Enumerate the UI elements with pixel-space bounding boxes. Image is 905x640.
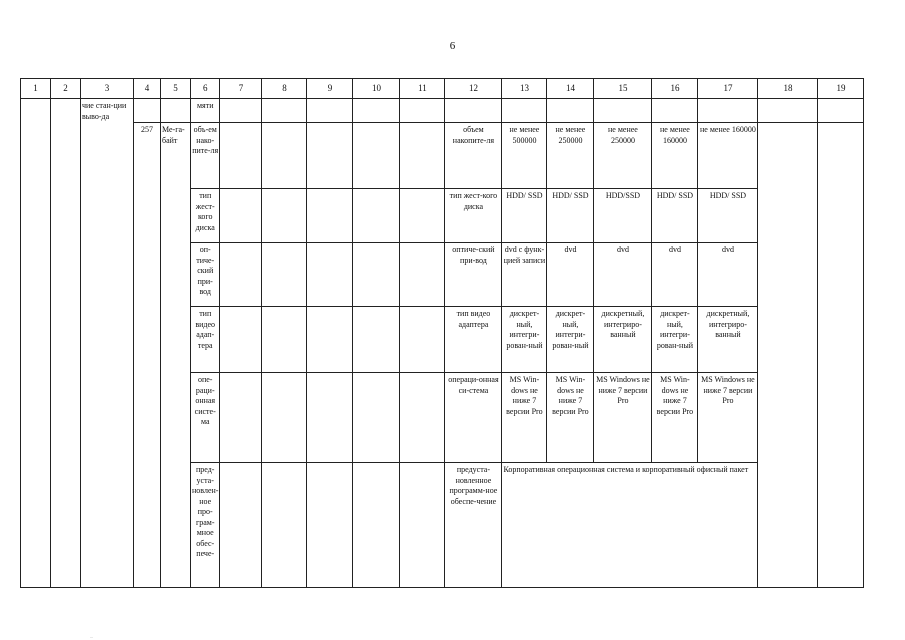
cell bbox=[262, 243, 307, 307]
col-header: 4 bbox=[134, 79, 161, 99]
cell-value: дискретный, интегриро-ванный bbox=[698, 307, 758, 373]
cell-parameter: объ-ем нако-пите-ля bbox=[191, 123, 220, 189]
cell bbox=[652, 99, 698, 123]
cell bbox=[400, 189, 445, 243]
cell bbox=[353, 189, 400, 243]
cell-characteristic: тип жест-кого диска bbox=[445, 189, 502, 243]
cell-parameter: оп-тиче-ский при-вод bbox=[191, 243, 220, 307]
cell-characteristic: предуста-новленное программ-ное обеспе-чение bbox=[445, 463, 502, 588]
cell-characteristic: тип видео адаптера bbox=[445, 307, 502, 373]
header-row bbox=[21, 79, 864, 99]
cell bbox=[353, 307, 400, 373]
col-header: 6 bbox=[191, 79, 220, 99]
col-header: 17 bbox=[698, 79, 758, 99]
cell bbox=[220, 123, 262, 189]
cell-value: MS Win-dows не ниже 7 версии Pro bbox=[652, 373, 698, 463]
cell bbox=[262, 123, 307, 189]
cell bbox=[594, 99, 652, 123]
requirements-table bbox=[20, 78, 864, 588]
cell-value: dvd bbox=[652, 243, 698, 307]
cell-value: HDD/ SSD bbox=[547, 189, 594, 243]
cell bbox=[400, 373, 445, 463]
col-header: 14 bbox=[547, 79, 594, 99]
cell-value: не менее 160000 bbox=[698, 123, 758, 189]
cell-parameter: тип видео адап-тера bbox=[191, 307, 220, 373]
cell bbox=[220, 99, 262, 123]
table-row bbox=[21, 123, 864, 189]
col-header: 2 bbox=[51, 79, 81, 99]
cell-value: MS Windows не ниже 7 версии Pro bbox=[594, 373, 652, 463]
page-number: 6 bbox=[449, 40, 456, 52]
cell bbox=[400, 307, 445, 373]
cell bbox=[262, 463, 307, 588]
cell-value: HDD/ SSD bbox=[502, 189, 547, 243]
cell-value: MS Win-dows не ниже 7 версии Pro bbox=[502, 373, 547, 463]
cell-merged-value: Корпоративная операционная система и корпоративный офисный пакет bbox=[502, 463, 758, 588]
cell-value: MS Windows не ниже 7 версии Pro bbox=[698, 373, 758, 463]
cell bbox=[353, 243, 400, 307]
cell-code: 257 bbox=[134, 123, 161, 588]
cell bbox=[307, 99, 353, 123]
cell-value: dvd bbox=[547, 243, 594, 307]
cell bbox=[262, 99, 307, 123]
cell bbox=[307, 373, 353, 463]
col-header: 1 bbox=[21, 79, 51, 99]
cell bbox=[307, 189, 353, 243]
col-header: 15 bbox=[594, 79, 652, 99]
cell-value: дискрет-ный, интегри-рован-ный bbox=[547, 307, 594, 373]
cell bbox=[262, 189, 307, 243]
col-header: 16 bbox=[652, 79, 698, 99]
col-header: 10 bbox=[353, 79, 400, 99]
cell bbox=[161, 99, 191, 123]
cell bbox=[400, 123, 445, 189]
cell bbox=[353, 123, 400, 189]
cell bbox=[353, 373, 400, 463]
cell bbox=[353, 463, 400, 588]
cell bbox=[307, 307, 353, 373]
cell bbox=[445, 99, 502, 123]
cell bbox=[307, 463, 353, 588]
cell bbox=[134, 99, 161, 123]
cell-value: MS Win-dows не ниже 7 версии Pro bbox=[547, 373, 594, 463]
cell-unit: Ме-га-байт bbox=[161, 123, 191, 588]
cell-col19 bbox=[818, 123, 864, 588]
cell-parameter: опе-раци-онная систе-ма bbox=[191, 373, 220, 463]
col-header: 12 bbox=[445, 79, 502, 99]
cell-characteristic: операци-онная си-стема bbox=[445, 373, 502, 463]
cell bbox=[758, 99, 818, 123]
cell-value: дискретный, интегриро-ванный bbox=[594, 307, 652, 373]
cell bbox=[307, 123, 353, 189]
cell bbox=[262, 307, 307, 373]
cell bbox=[502, 99, 547, 123]
cell-characteristic: объем накопите-ля bbox=[445, 123, 502, 189]
col-header: 7 bbox=[220, 79, 262, 99]
cell-value: не менее 500000 bbox=[502, 123, 547, 189]
cell-parameter: мяти bbox=[191, 99, 220, 123]
table-row bbox=[21, 99, 864, 123]
col-header: 18 bbox=[758, 79, 818, 99]
col-header: 8 bbox=[262, 79, 307, 99]
cell bbox=[400, 243, 445, 307]
cell bbox=[307, 243, 353, 307]
cell-value: dvd bbox=[698, 243, 758, 307]
cell-value: дискрет-ный, интегри-рован-ный bbox=[652, 307, 698, 373]
cell bbox=[220, 243, 262, 307]
cell-value: не менее 250000 bbox=[594, 123, 652, 189]
col-header: 9 bbox=[307, 79, 353, 99]
cell-value: не менее 250000 bbox=[547, 123, 594, 189]
cell bbox=[400, 463, 445, 588]
cell-value: HDD/ SSD bbox=[698, 189, 758, 243]
cell-value: dvd bbox=[594, 243, 652, 307]
col-header: 3 bbox=[81, 79, 134, 99]
cell-col2 bbox=[51, 99, 81, 588]
cell-value: HDD/SSD bbox=[594, 189, 652, 243]
cell bbox=[698, 99, 758, 123]
cell bbox=[818, 99, 864, 123]
cell-value: не менее 160000 bbox=[652, 123, 698, 189]
cell bbox=[262, 373, 307, 463]
col-header: 5 bbox=[161, 79, 191, 99]
footer-mark: ... bbox=[90, 634, 93, 639]
cell-col18 bbox=[758, 123, 818, 588]
cell-parameter: пред-уста-новлен-ное про-грам-мное обес-пече- bbox=[191, 463, 220, 588]
cell-value: dvd с функ-цией записи bbox=[502, 243, 547, 307]
cell bbox=[353, 99, 400, 123]
cell bbox=[220, 463, 262, 588]
cell-characteristic: оптиче-ский при-вод bbox=[445, 243, 502, 307]
col-header: 13 bbox=[502, 79, 547, 99]
cell-parameter: тип жест-кого диска bbox=[191, 189, 220, 243]
cell bbox=[220, 189, 262, 243]
cell bbox=[220, 307, 262, 373]
cell bbox=[220, 373, 262, 463]
cell-col1 bbox=[21, 99, 51, 588]
col-header: 11 bbox=[400, 79, 445, 99]
cell-station-name: чие стан-ции выво-да bbox=[81, 99, 134, 588]
cell-value: HDD/ SSD bbox=[652, 189, 698, 243]
cell bbox=[400, 99, 445, 123]
cell bbox=[547, 99, 594, 123]
cell-value: дискрет-ный, интегри-рован-ный bbox=[502, 307, 547, 373]
col-header: 19 bbox=[818, 79, 864, 99]
